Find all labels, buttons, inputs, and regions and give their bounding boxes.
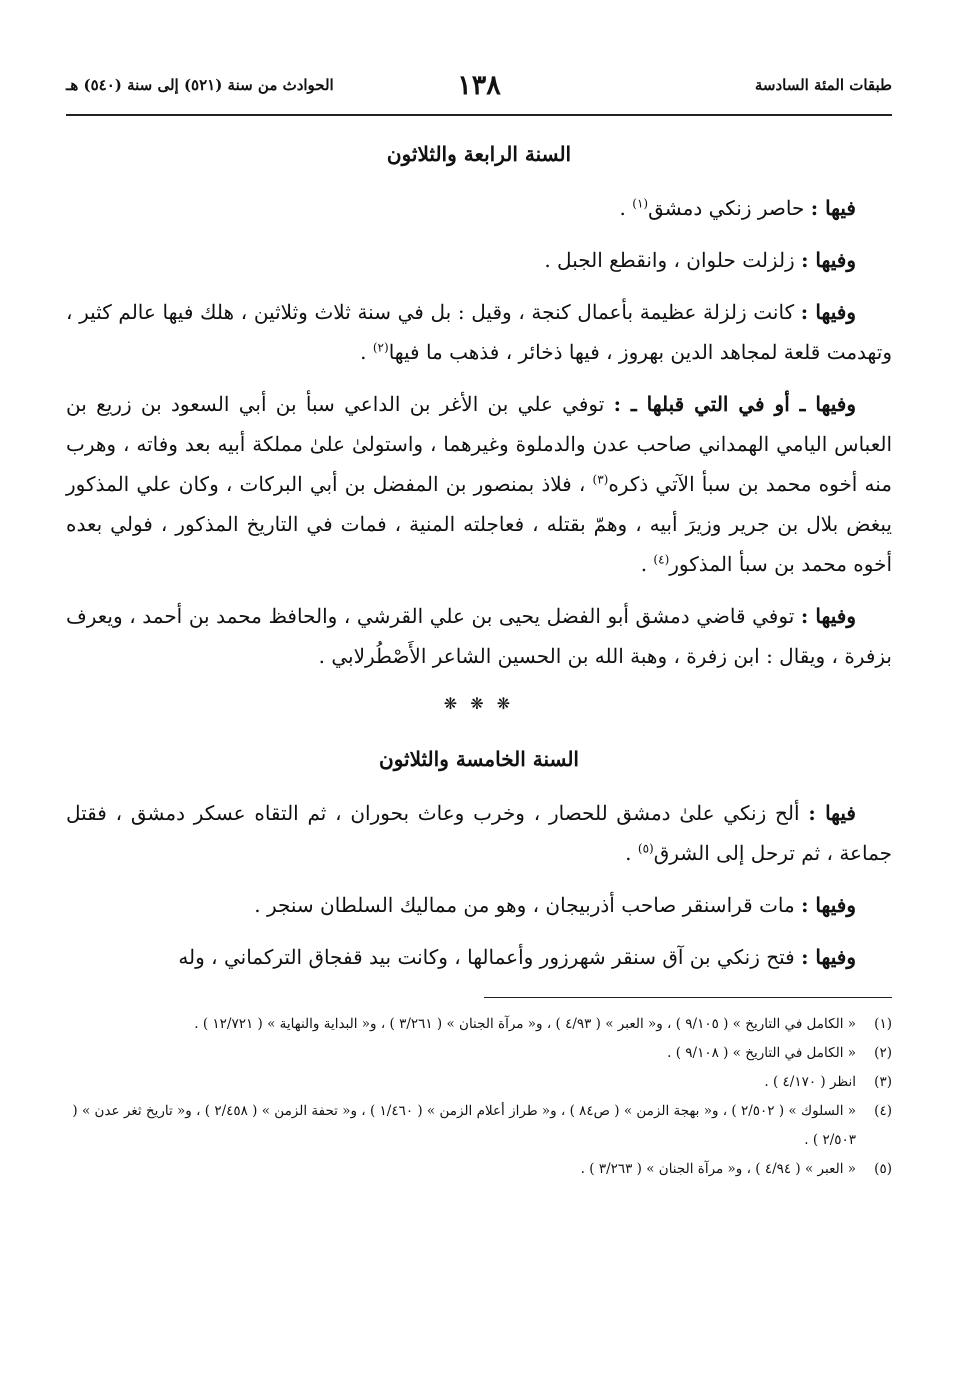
footnote [66,1097,892,1155]
footnote [66,1155,892,1184]
footnote-ref[interactable]: (١) [632,196,649,211]
paragraph-lead: وفيها ـ أو في التي قبلها ـ : [613,392,856,416]
paragraph [66,937,892,977]
paragraph-end: . [619,196,633,220]
footnote-ref[interactable]: (٥) [637,841,654,856]
footnote-rule [484,997,892,998]
book-page [66,70,892,1184]
paragraph-text: توفي قاضي دمشق أبو الفضل يحيى بن علي القرشي ، والحافظ محمد بن أحمد ، ويعرف بزفرة ، ويقال : ابن زفرة ، وهبة الله بن الحسين الشاعر الأَصْطُرلابي . [66,604,892,668]
footnote-number: (٥) [874,1161,892,1177]
footnote [66,1039,892,1068]
footnote-ref[interactable]: (٢) [372,340,389,355]
paragraph-lead: وفيها : [801,945,856,969]
footnote-text: « العبر » ( ٤/٩٤ ) ، و« مرآة الجنان » ( ٣/٢٦٣ ) . [580,1161,856,1177]
paragraph-text: كانت زلزلة عظيمة بأعمال كنجة ، وقيل : بل في سنة ثلاث وثلاثين ، هلك فيها عالم كثير ، وتهدمت قلعة لمجاهد الدين بهروز ، فيها ذخائر ، فذهب ما فيها [66,300,892,364]
paragraph-text: ألح زنكي علىٰ دمشق للحصار ، وخرب وعاث بحوران ، ثم التقاه عسكر دمشق ، فقتل جماعة ، ثم ترحل إلى الشرق [66,801,892,865]
paragraph-text: فتح زنكي بن آق سنقر شهرزور وأعمالها ، وكانت بيد قفجاق التركماني ، وله [178,945,802,969]
paragraph [66,885,892,925]
paragraph-lead: وفيها : [801,893,856,917]
footnote-ref[interactable]: (٤) [653,552,670,567]
footnote-number: (٢) [874,1045,892,1061]
paragraph-text: حاصر زنكي دمشق [648,196,811,220]
footnote-text: انظر ( ٤/١٧٠ ) . [764,1074,856,1090]
paragraph-text: توفي علي بن الأغر بن الداعي سبأ بن أبي السعود بن زريع بن العباس اليامي الهمداني صاحب عدن والدملوة وغيرهما ، واستولىٰ علىٰ مملكة أبيه بعد وفاته ، وهرب منه أخوه محمد بن سبأ الآتي ذكره [66,392,892,496]
paragraph [66,596,892,676]
footnote-ref[interactable]: (٣) [592,472,609,487]
section-heading-year-35: السنة الخامسة والثلاثون [379,747,579,771]
paragraph-end: . [360,340,373,364]
section-heading-year-34: السنة الرابعة والثلاثون [386,142,572,166]
paragraph [66,292,892,372]
book-section-title: طبقات المئة السادسة [754,76,892,94]
footnote-number: (٤) [874,1103,892,1119]
paragraph-text: ، فلاذ بمنصور بن المفضل بن أبي البركات ، وكان علي المذكور يبغض بلال بن جرير وزيرَ أبيه ، وهمّ بقتله ، فعاجلته المنية ، فمات في التاريخ المذكور ، فولي بعده أخوه محمد بن سبأ المذكور [66,472,892,576]
paragraph-lead: وفيها : [800,604,856,628]
paragraph [66,188,892,228]
footnote-number: (١) [874,1016,892,1032]
footnote [66,1068,892,1097]
chapter-range-title: الحوادث من سنة (٥٢١) إلى سنة (٥٤٠) هـ [66,76,334,94]
paragraph [66,240,892,280]
paragraph-end: . [640,552,654,576]
footnote-number: (٣) [874,1074,892,1090]
footnote [66,1010,892,1039]
paragraph-lead: فيها : [808,801,856,825]
paragraph-lead: فيها : [810,196,856,220]
paragraph-text: زلزلت حلوان ، وانقطع الجبل . [544,248,802,272]
paragraph [66,384,892,584]
footnote-text: « الكامل في التاريخ » ( ٩/١٠٥ ) ، و« العبر » ( ٤/٩٣ ) ، و« مرآة الجنان » ( ٣/٢٦١ ) ، و« البداية والنهاية » ( ١٢/٧٢١ ) . [194,1016,856,1032]
header-rule [66,114,892,116]
paragraph-text: مات قراسنقر صاحب أذربيجان ، وهو من مماليك السلطان سنجر . [254,893,802,917]
paragraph-end: . [625,841,638,865]
paragraph [66,793,892,873]
running-header [66,70,892,114]
paragraph-lead: وفيها : [800,300,856,324]
paragraph-lead: وفيها : [801,248,856,272]
page-number: ١٣٨ [457,70,501,101]
section-separator: ❋ ❋ ❋ [443,694,515,713]
footnote-text: « الكامل في التاريخ » ( ٩/١٠٨ ) . [667,1045,856,1061]
footnote-text: « السلوك » ( ٢/٥٠٢ ) ، و« بهجة الزمن » ( ص٨٤ ) ، و« طراز أعلام الزمن » ( ١/٤٦٠ ) ، و« تحفة الزمن » ( ٢/٤٥٨ ) ، و« تاريخ ثغر عدن » ( ٢/٥٠٣ ) . [72,1103,856,1148]
